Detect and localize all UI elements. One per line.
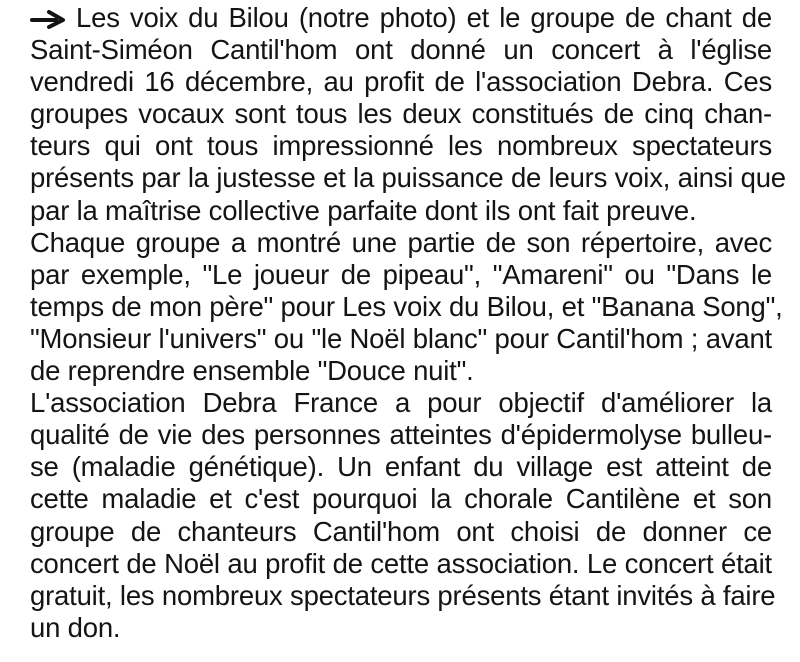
article-line-text: Les voix du Bilou (notre photo) et le groupe de chant de bbox=[76, 2, 772, 33]
article-line: par exemple, "Le joueur de pipeau", "Amareni" ou "Dans le bbox=[30, 258, 772, 290]
article-line: de reprendre ensemble "Douce nuit". bbox=[30, 355, 474, 387]
article-line: temps de mon père" pour Les voix du Bilou, et "Banana Song", bbox=[30, 290, 783, 322]
article-line: un don. bbox=[30, 611, 121, 643]
article-line: groupe de chanteurs Cantil'hom ont choisi de donner ce bbox=[30, 515, 772, 547]
article-line: Chaque groupe a montré une partie de son répertoire, avec bbox=[30, 226, 772, 258]
article-line: vendredi 16 décembre, au profit de l'association Debra. Ces bbox=[30, 66, 772, 98]
article-line: L'association Debra France a pour objectif d'améliorer la bbox=[30, 387, 772, 419]
article-line: groupes vocaux sont tous les deux constitués de cinq chan- bbox=[30, 98, 772, 130]
article-line: gratuit, les nombreux spectateurs présents étant invités à faire bbox=[30, 579, 776, 611]
article-line: cette maladie et c'est pourquoi la chorale Cantilène et son bbox=[30, 483, 772, 515]
article-line: teurs qui ont tous impressionné les nombreux spectateurs bbox=[30, 130, 772, 162]
article-line: par la maîtrise collective parfaite dont ils ont fait preuve. bbox=[30, 194, 697, 226]
article-line: Saint-Siméon Cantil'hom ont donné un concert à l'église bbox=[30, 34, 772, 66]
article-line: qualité de vie des personnes atteintes d'épidermolyse bulleu- bbox=[30, 419, 772, 451]
article-line: présents par la justesse et la puissance de leurs voix, ainsi que bbox=[30, 162, 786, 194]
article-line: se (maladie génétique). Un enfant du village est atteint de bbox=[30, 451, 772, 483]
article-line bbox=[30, 2, 772, 34]
article-text bbox=[30, 2, 786, 644]
article-line: "Monsieur l'univers" ou "le Noël blanc" pour Cantil'hom ; avant bbox=[30, 322, 772, 354]
article-line: concert de Noël au profit de cette association. Le concert était bbox=[30, 547, 772, 579]
arrow-right-icon bbox=[30, 2, 76, 34]
